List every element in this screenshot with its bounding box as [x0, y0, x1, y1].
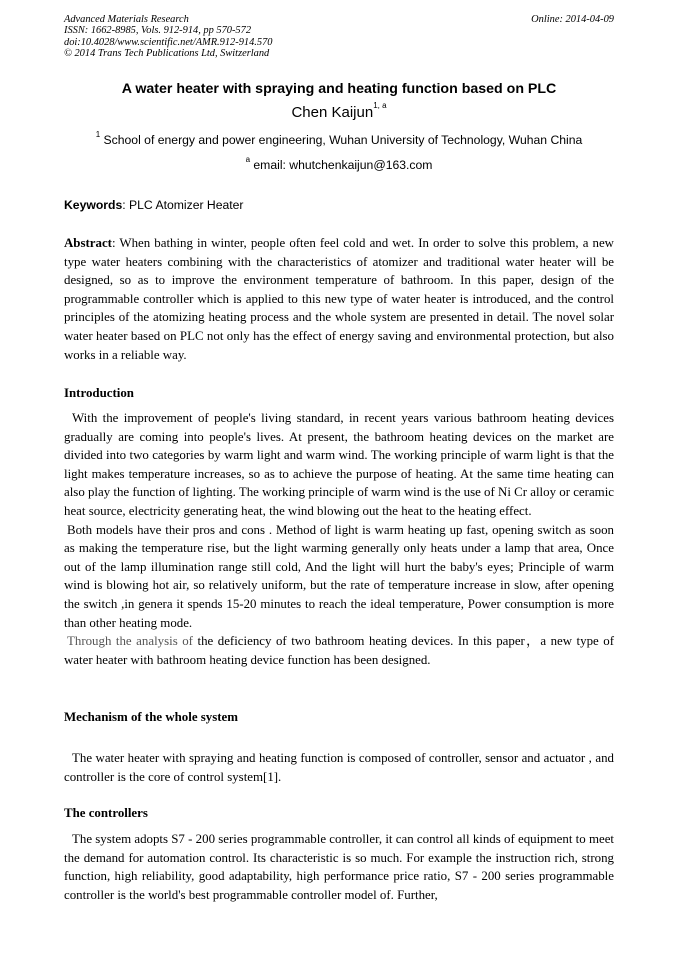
abstract — [64, 234, 614, 364]
keywords-text: : PLC Atomizer Heater — [122, 198, 244, 212]
affiliation-superscript: 1 — [95, 130, 101, 139]
section-heading-introduction: Introduction — [64, 386, 134, 400]
affiliation-text: School of energy and power engineering, Wuhan University of Technology, Wuhan China — [103, 133, 583, 147]
journal-name: Advanced Materials Research — [64, 14, 189, 25]
email-text[interactable]: email: whutchenkaijun@163.com — [253, 158, 433, 172]
paper-title: A water heater with spraying and heating function based on PLC — [121, 81, 557, 97]
keywords-label: Keywords — [64, 198, 123, 212]
section-heading-controllers: The controllers — [64, 806, 148, 820]
journal-copyright: © 2014 Trans Tech Publications Ltd, Switzerland — [64, 48, 270, 60]
author-name: Chen Kaijun — [291, 104, 374, 121]
journal-issn: ISSN: 1662-8985, Vols. 912-914, pp 570-572 — [64, 25, 252, 37]
paper-affiliation — [0, 130, 678, 147]
abstract-label: Abstract — [64, 236, 112, 250]
introduction-paragraph-3 — [64, 632, 614, 669]
introduction-paragraph-3-lead: Through the analysis of — [67, 634, 193, 649]
section-heading-mechanism: Mechanism of the whole system — [64, 710, 238, 724]
introduction-paragraph-1: With the improvement of people's living standard, in recent years various bathroom heating devices gradually are coming into people's lives. At present, the bathroom heating devices on the market are divided into two categories by warm light and warm wind. The working principle of warm light is that the light makes temperature increases, so as to achieve the purpose of heating. At the same time heating can also play the function of lighting. The working principle of warm wind is the use of Ni Cr alloy or ceramic heat source, electricity generating heat, the wind blowing out the heat to the heating effect. — [64, 411, 614, 518]
paper-author — [0, 101, 678, 121]
controllers-paragraph-1: The system adopts S7 - 200 series programmable controller, it can control all kinds of equipment to meet the demand for automation control. Its characteristic is so much. For example the instruction rich, strong function, high reliability, good adaptability, high performance price ratio, S7 - 200 series programmable controller is the world's best programmable controller model of. Further, — [64, 832, 614, 902]
abstract-text: : When bathing in winter, people often feel cold and wet. In order to solve this problem, a new type water heaters combining with the characteristics of atomizer and traditional water heater will be designed, so as to improve the environment temperature of bathroom. In this paper, design of the programmable controller which is applied to this new type of water heater is introduced, and the control principles of the atomizing heating process and the whole system are presented in detail. The novel solar water heater based on PLC not only has the effect of energy saving and environmental protection, but also works in a reliable way. — [64, 236, 614, 362]
online-date: Online: 2014-04-09 — [531, 14, 614, 25]
email-superscript: a — [245, 155, 251, 164]
introduction-body — [64, 409, 614, 669]
paper-email — [0, 155, 678, 172]
author-superscript: 1, a — [373, 101, 387, 110]
introduction-paragraph-3-text: the deficiency of two bathroom heating devices. In this paper，a new type of water heater with bathroom heating device function has been designed. — [64, 634, 615, 667]
journal-header — [64, 14, 272, 60]
keywords — [64, 198, 244, 212]
mechanism-paragraph-1: The water heater with spraying and heating function is composed of controller, sensor and actuator , and controller is the core of control system[1]. — [64, 751, 614, 784]
mechanism-body — [64, 749, 614, 786]
journal-doi[interactable]: doi:10.4028/www.scientific.net/AMR.912-914.570 — [64, 36, 273, 48]
introduction-paragraph-2: Both models have their pros and cons . Method of light is warm heating up fast, opening switch as soon as making the temperature rise, but the light warming generally only heats under a lamp that area, Once out of the lamp illumination range still cold, And the light will hurt the baby's eyes; Principle of warm wind is blowing hot air, so relatively uniform, but the rate of temperature increase in slow, after opening the switch ,in genera it spends 15-20 minutes to reach the ideal temperature, Power consumption is more than other heating mode. — [64, 522, 614, 630]
controllers-body — [64, 830, 614, 904]
